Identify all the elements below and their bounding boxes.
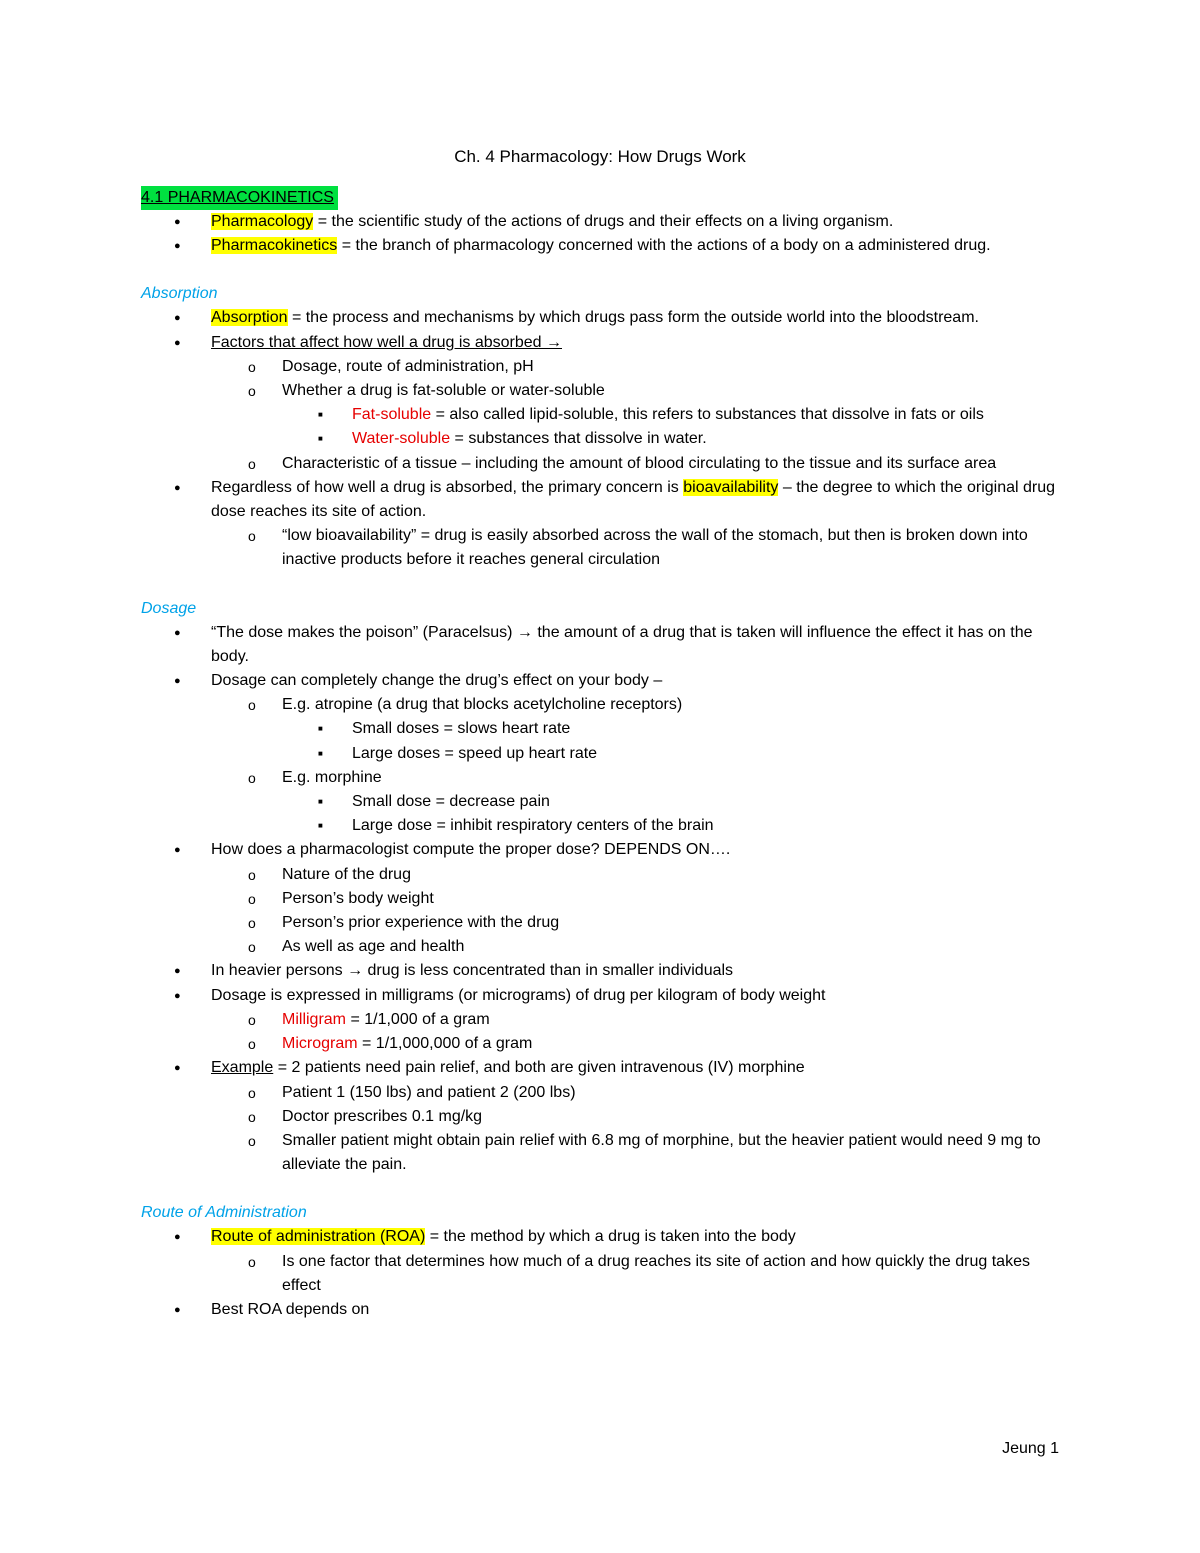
list-item [141,1225,1071,1249]
definition-text: = the process and mechanisms by which drugs pass form the outside world into the bloodstream. [287,309,979,327]
list-item: o Doctor prescribes 0.1 mg/kg [141,1105,1071,1129]
term-water-soluble: Water-soluble [352,430,451,448]
absorption-list [141,306,1071,572]
list-item [141,210,1071,234]
list-item [141,476,1071,524]
definition-text: = the branch of pharmacology concerned with the actions of a body on a administered drug. [337,237,991,255]
list-item [141,427,1071,451]
definition-text: = the scientific study of the actions of drugs and their effects on a living organism. [313,213,894,230]
term-bioavailability: bioavailability [683,478,779,496]
term-pharmacology: Pharmacology [211,213,314,230]
subheading-roa: Route of Administration [141,1204,307,1222]
list-item: ● Dosage can completely change the drug’s effect on your body – [141,669,1071,693]
roa-list [141,1225,1071,1322]
term-roa: Route of administration (ROA) [211,1228,426,1246]
list-item [141,1032,1071,1056]
term-fat-soluble: Fat-soluble [352,406,432,424]
page-footer: Jeung 1 [1002,1440,1059,1457]
list-item: o “low bioavailability” = drug is easily absorbed across the wall of the stomach, but then is broken down into inactive products before it reaches general circulation [141,524,1071,572]
list-item: o Person’s body weight [141,887,1071,911]
list-item: o Nature of the drug [141,863,1071,887]
definition-text: – the degree to which the original drug dose reaches its site of action. [211,478,1056,521]
term-milligram: Milligram [282,1010,346,1028]
list-item: ● “The dose makes the poison” (Paracelsus) → the amount of a drug that is taken will influence the effect it has on the body. [141,621,1071,669]
term-microgram: Microgram [282,1035,358,1053]
list-item: ● In heavier persons → drug is less concentrated than in smaller individuals [141,959,1071,983]
list-item: ■ Small dose = decrease pain [141,790,1071,814]
list-item [141,1056,1071,1080]
dosage-list [141,621,1071,1178]
term-example: Example [211,1059,274,1077]
definition-text: = 2 patients need pain relief, and both are given intravenous (IV) morphine [273,1059,805,1077]
list-item: o Person’s prior experience with the drug [141,911,1071,935]
list-item: o Dosage, route of administration, pH [141,355,1071,379]
definition-text: = the method by which a drug is taken into the body [425,1228,796,1246]
list-item: o Smaller patient might obtain pain relief with 6.8 mg of morphine, but the heavier patient would need 9 mg to alleviate the pain. [141,1129,1071,1177]
subheading-absorption: Absorption [141,285,218,303]
list-item: ■ Small doses = slows heart rate [141,717,1071,741]
term-absorption: Absorption [211,309,288,327]
definition-text: = 1/1,000,000 of a gram [357,1035,533,1053]
section-heading-text: 4.1 PHARMACOKINETICS [141,186,338,210]
list-item: ■ Large dose = inhibit respiratory centers of the brain [141,814,1071,838]
document-body [141,186,1071,1322]
page-title: Ch. 4 Pharmacology: How Drugs Work [454,147,746,166]
list-item: ● How does a pharmacologist compute the proper dose? DEPENDS ON…. [141,838,1071,862]
list-item: ■ Large doses = speed up heart rate [141,742,1071,766]
list-item [141,306,1071,330]
section-heading [141,186,1071,210]
list-item [141,403,1071,427]
list-item: o Is one factor that determines how much of a drug reaches its site of action and how quickly the drug takes effect [141,1250,1071,1298]
list-item [141,331,1071,355]
term-pharmacokinetics: Pharmacokinetics [211,237,338,255]
list-item [141,234,1071,258]
list-item: ● Dosage is expressed in milligrams (or micrograms) of drug per kilogram of body weight [141,984,1071,1008]
body-text: Regardless of how well a drug is absorbed, the primary concern is [211,478,684,496]
list-item: o E.g. atropine (a drug that blocks acetylcholine receptors) [141,693,1071,717]
list-item: o Whether a drug is fat-soluble or water-soluble [141,379,1071,403]
definition-text: = substances that dissolve in water. [450,430,707,448]
list-item: o Characteristic of a tissue – including the amount of blood circulating to the tissue and its surface area [141,452,1071,476]
list-item: o As well as age and health [141,935,1071,959]
subheading-dosage: Dosage [141,599,197,617]
list-item: o Patient 1 (150 lbs) and patient 2 (200 lbs) [141,1081,1071,1105]
list-item: o E.g. morphine [141,766,1071,790]
definition-text: = 1/1,000 of a gram [346,1010,490,1028]
list-item: ● Best ROA depends on [141,1298,1071,1322]
list-item [141,1008,1071,1032]
definition-text: = also called lipid-soluble, this refers to substances that dissolve in fats or oils [431,406,984,424]
intro-list [141,210,1071,258]
factors-text: Factors that affect how well a drug is absorbed → [211,333,562,351]
